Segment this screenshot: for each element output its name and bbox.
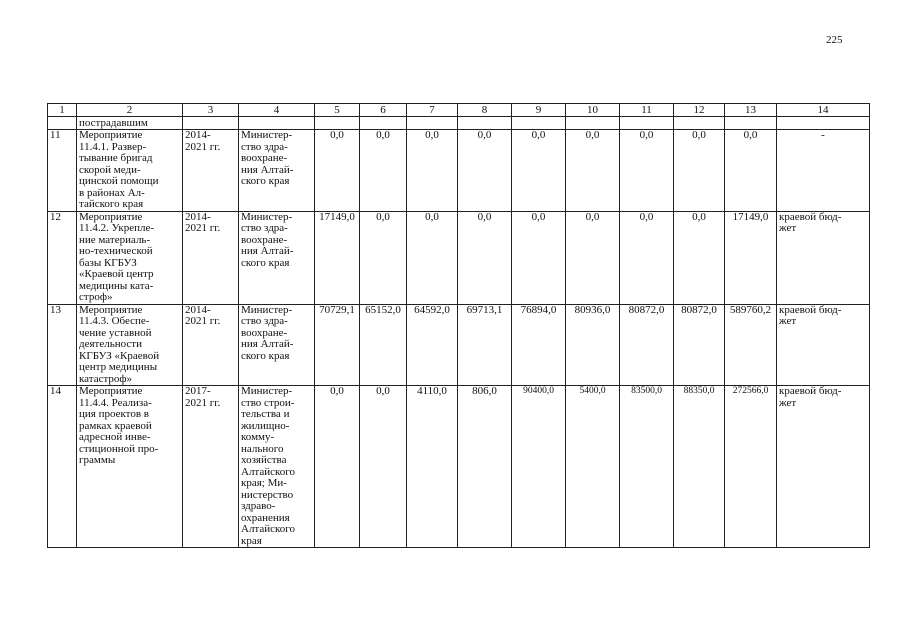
value-cell: 4110,0 bbox=[407, 386, 458, 548]
header-row bbox=[48, 104, 870, 117]
value-cell: 0,0 bbox=[360, 211, 407, 304]
value-cell: 0,0 bbox=[512, 130, 566, 212]
table-row bbox=[48, 304, 870, 386]
row-number: 14 bbox=[48, 386, 77, 548]
column-header: 12 bbox=[674, 104, 725, 117]
value-cell: 0,0 bbox=[620, 211, 674, 304]
value-cell: 76894,0 bbox=[512, 304, 566, 386]
value-cell: 0,0 bbox=[674, 211, 725, 304]
value-cell: 88350,0 bbox=[674, 386, 725, 548]
value-cell: 69713,1 bbox=[458, 304, 512, 386]
value-cell: 806,0 bbox=[458, 386, 512, 548]
measure-name: Мероприятие 11.4.3. Обеспе- чение уставной деятельности КГБУЗ «Краевой центр медицины катастроф» bbox=[77, 304, 183, 386]
value-cell: 65152,0 bbox=[360, 304, 407, 386]
value-cell: 70729,1 bbox=[315, 304, 360, 386]
value-cell: 0,0 bbox=[620, 130, 674, 212]
value-cell: 0,0 bbox=[512, 211, 566, 304]
value-cell: 0,0 bbox=[315, 386, 360, 548]
funding-source: краевой бюд- жет bbox=[777, 211, 870, 304]
row-number: 11 bbox=[48, 130, 77, 212]
column-header: 8 bbox=[458, 104, 512, 117]
column-header: 6 bbox=[360, 104, 407, 117]
executor: Министер- ство строи- тельства и жилищно- комму- нального хозяйства Алтайского края; Ми- нистерство здраво- охранения Алтайского края bbox=[239, 386, 315, 548]
value-cell: 0,0 bbox=[566, 211, 620, 304]
value-cell: 64592,0 bbox=[407, 304, 458, 386]
column-header: 13 bbox=[725, 104, 777, 117]
column-header: 1 bbox=[48, 104, 77, 117]
value-cell: 0,0 bbox=[407, 211, 458, 304]
continuation-text: пострадавшим bbox=[77, 117, 183, 130]
executor: Министер- ство здра- воохране- ния Алтай- ского края bbox=[239, 130, 315, 212]
value-cell: 0,0 bbox=[674, 130, 725, 212]
executor: Министер- ство здра- воохране- ния Алтай- ского края bbox=[239, 304, 315, 386]
value-cell: 0,0 bbox=[360, 130, 407, 212]
value-cell: 589760,2 bbox=[725, 304, 777, 386]
column-header: 5 bbox=[315, 104, 360, 117]
column-header: 4 bbox=[239, 104, 315, 117]
period: 2017- 2021 гг. bbox=[183, 386, 239, 548]
row-number: 12 bbox=[48, 211, 77, 304]
row-number: 13 bbox=[48, 304, 77, 386]
column-header: 9 bbox=[512, 104, 566, 117]
value-cell: 272566,0 bbox=[725, 386, 777, 548]
value-cell: 0,0 bbox=[360, 386, 407, 548]
column-header: 3 bbox=[183, 104, 239, 117]
table-row bbox=[48, 386, 870, 548]
measure-name: Мероприятие 11.4.2. Укрепле- ние материаль- но-технической базы КГБУЗ «Краевой центр медицины ката- строф» bbox=[77, 211, 183, 304]
column-header: 10 bbox=[566, 104, 620, 117]
page-number: 225 bbox=[826, 34, 843, 46]
measure-name: Мероприятие 11.4.1. Развер- тывание бригад скорой меди- цинской помощи в районах Ал- тайского края bbox=[77, 130, 183, 212]
value-cell: 0,0 bbox=[458, 211, 512, 304]
value-cell: 17149,0 bbox=[725, 211, 777, 304]
value-cell: 17149,0 bbox=[315, 211, 360, 304]
executor: Министер- ство здра- воохране- ния Алтай- ского края bbox=[239, 211, 315, 304]
column-header: 7 bbox=[407, 104, 458, 117]
value-cell: 0,0 bbox=[725, 130, 777, 212]
value-cell: 0,0 bbox=[566, 130, 620, 212]
continuation-row bbox=[48, 117, 870, 130]
value-cell: 80936,0 bbox=[566, 304, 620, 386]
funding-source: краевой бюд- жет bbox=[777, 304, 870, 386]
value-cell: 80872,0 bbox=[674, 304, 725, 386]
table-row bbox=[48, 211, 870, 304]
column-header: 2 bbox=[77, 104, 183, 117]
period: 2014- 2021 гг. bbox=[183, 304, 239, 386]
funding-source: краевой бюд- жет bbox=[777, 386, 870, 548]
value-cell: 83500,0 bbox=[620, 386, 674, 548]
value-cell: 5400,0 bbox=[566, 386, 620, 548]
period: 2014- 2021 гг. bbox=[183, 130, 239, 212]
table-row bbox=[48, 130, 870, 212]
value-cell: 0,0 bbox=[407, 130, 458, 212]
column-header: 11 bbox=[620, 104, 674, 117]
value-cell: 0,0 bbox=[458, 130, 512, 212]
value-cell: 90400,0 bbox=[512, 386, 566, 548]
funding-source: - bbox=[777, 130, 870, 212]
value-cell: 80872,0 bbox=[620, 304, 674, 386]
program-table bbox=[47, 103, 870, 548]
column-header: 14 bbox=[777, 104, 870, 117]
measure-name: Мероприятие 11.4.4. Реализа- ция проектов в рамках краевой адресной инве- стиционной про- граммы bbox=[77, 386, 183, 548]
value-cell: 0,0 bbox=[315, 130, 360, 212]
period: 2014- 2021 гг. bbox=[183, 211, 239, 304]
